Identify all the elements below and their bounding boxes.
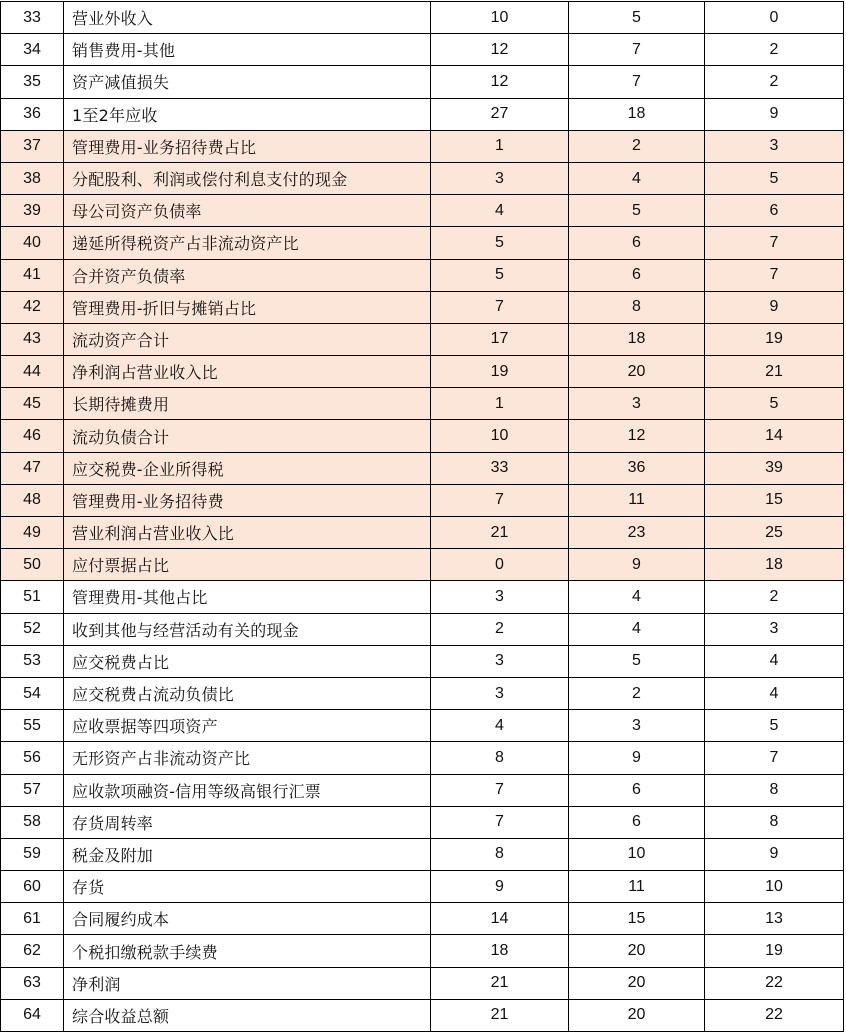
item-name-cell: 管理费用-业务招待费 bbox=[64, 484, 431, 516]
row-number-cell: 49 bbox=[1, 517, 64, 549]
item-name-cell: 长期待摊费用 bbox=[64, 388, 431, 420]
value-cell-3: 13 bbox=[705, 903, 844, 935]
table-row bbox=[1, 806, 844, 838]
table-row bbox=[1, 935, 844, 967]
row-number-cell: 54 bbox=[1, 677, 64, 709]
value-cell-1: 9 bbox=[431, 871, 569, 903]
table-row bbox=[1, 967, 844, 999]
value-cell-1: 7 bbox=[431, 806, 569, 838]
value-cell-3: 5 bbox=[705, 710, 844, 742]
item-name-cell: 存货周转率 bbox=[64, 806, 431, 838]
value-cell-1: 14 bbox=[431, 903, 569, 935]
item-name-cell: 应交税费占比 bbox=[64, 645, 431, 677]
value-cell-1: 10 bbox=[431, 2, 569, 34]
value-cell-1: 19 bbox=[431, 356, 569, 388]
value-cell-3: 2 bbox=[705, 66, 844, 98]
item-name-cell: 分配股利、利润或偿付利息支付的现金 bbox=[64, 162, 431, 194]
value-cell-2: 2 bbox=[569, 130, 705, 162]
item-name-cell: 净利润占营业收入比 bbox=[64, 356, 431, 388]
value-cell-2: 6 bbox=[569, 259, 705, 291]
value-cell-3: 4 bbox=[705, 677, 844, 709]
value-cell-1: 3 bbox=[431, 162, 569, 194]
value-cell-2: 8 bbox=[569, 291, 705, 323]
value-cell-1: 1 bbox=[431, 130, 569, 162]
value-cell-1: 17 bbox=[431, 323, 569, 355]
value-cell-2: 9 bbox=[569, 742, 705, 774]
value-cell-1: 21 bbox=[431, 967, 569, 999]
item-name-cell: 应交税费-企业所得税 bbox=[64, 452, 431, 484]
value-cell-3: 7 bbox=[705, 259, 844, 291]
row-number-cell: 33 bbox=[1, 2, 64, 34]
row-number-cell: 64 bbox=[1, 999, 64, 1031]
item-name-cell: 合并资产负债率 bbox=[64, 259, 431, 291]
item-name-cell: 个税扣缴税款手续费 bbox=[64, 935, 431, 967]
value-cell-1: 3 bbox=[431, 677, 569, 709]
value-cell-3: 25 bbox=[705, 517, 844, 549]
value-cell-3: 4 bbox=[705, 645, 844, 677]
item-name-cell: 应付票据占比 bbox=[64, 549, 431, 581]
row-number-cell: 39 bbox=[1, 195, 64, 227]
table-row bbox=[1, 259, 844, 291]
value-cell-3: 18 bbox=[705, 549, 844, 581]
item-name-cell: 营业利润占营业收入比 bbox=[64, 517, 431, 549]
row-number-cell: 47 bbox=[1, 452, 64, 484]
value-cell-3: 8 bbox=[705, 806, 844, 838]
row-number-cell: 42 bbox=[1, 291, 64, 323]
value-cell-2: 5 bbox=[569, 195, 705, 227]
row-number-cell: 55 bbox=[1, 710, 64, 742]
table-body bbox=[1, 2, 844, 1032]
value-cell-1: 5 bbox=[431, 259, 569, 291]
table-row bbox=[1, 66, 844, 98]
value-cell-2: 6 bbox=[569, 806, 705, 838]
value-cell-1: 33 bbox=[431, 452, 569, 484]
value-cell-2: 36 bbox=[569, 452, 705, 484]
value-cell-2: 6 bbox=[569, 774, 705, 806]
item-name-cell: 流动负债合计 bbox=[64, 420, 431, 452]
value-cell-2: 18 bbox=[569, 98, 705, 130]
table-row bbox=[1, 613, 844, 645]
value-cell-2: 20 bbox=[569, 999, 705, 1031]
value-cell-2: 18 bbox=[569, 323, 705, 355]
table-row bbox=[1, 388, 844, 420]
item-name-cell: 母公司资产负债率 bbox=[64, 195, 431, 227]
value-cell-2: 3 bbox=[569, 710, 705, 742]
value-cell-3: 7 bbox=[705, 227, 844, 259]
row-number-cell: 43 bbox=[1, 323, 64, 355]
value-cell-3: 22 bbox=[705, 999, 844, 1031]
table-row bbox=[1, 195, 844, 227]
row-number-cell: 60 bbox=[1, 871, 64, 903]
item-name-cell: 管理费用-业务招待费占比 bbox=[64, 130, 431, 162]
value-cell-1: 0 bbox=[431, 549, 569, 581]
value-cell-2: 20 bbox=[569, 356, 705, 388]
value-cell-2: 4 bbox=[569, 613, 705, 645]
value-cell-3: 3 bbox=[705, 613, 844, 645]
row-number-cell: 36 bbox=[1, 98, 64, 130]
value-cell-2: 7 bbox=[569, 66, 705, 98]
value-cell-2: 15 bbox=[569, 903, 705, 935]
value-cell-1: 1 bbox=[431, 388, 569, 420]
value-cell-1: 7 bbox=[431, 484, 569, 516]
item-name-cell: 1至2年应收 bbox=[64, 98, 431, 130]
value-cell-3: 6 bbox=[705, 195, 844, 227]
value-cell-2: 11 bbox=[569, 871, 705, 903]
item-name-cell: 综合收益总额 bbox=[64, 999, 431, 1031]
row-number-cell: 41 bbox=[1, 259, 64, 291]
value-cell-3: 5 bbox=[705, 388, 844, 420]
value-cell-1: 4 bbox=[431, 710, 569, 742]
item-name-cell: 营业外收入 bbox=[64, 2, 431, 34]
value-cell-3: 22 bbox=[705, 967, 844, 999]
table-row bbox=[1, 227, 844, 259]
table-row bbox=[1, 291, 844, 323]
row-number-cell: 45 bbox=[1, 388, 64, 420]
value-cell-2: 3 bbox=[569, 388, 705, 420]
row-number-cell: 40 bbox=[1, 227, 64, 259]
value-cell-3: 19 bbox=[705, 935, 844, 967]
item-name-cell: 应交税费占流动负债比 bbox=[64, 677, 431, 709]
table-row bbox=[1, 34, 844, 66]
row-number-cell: 52 bbox=[1, 613, 64, 645]
table-row bbox=[1, 323, 844, 355]
row-number-cell: 34 bbox=[1, 34, 64, 66]
item-name-cell: 管理费用-其他占比 bbox=[64, 581, 431, 613]
value-cell-3: 0 bbox=[705, 2, 844, 34]
table-row bbox=[1, 356, 844, 388]
value-cell-2: 2 bbox=[569, 677, 705, 709]
row-number-cell: 57 bbox=[1, 774, 64, 806]
value-cell-2: 4 bbox=[569, 162, 705, 194]
value-cell-3: 9 bbox=[705, 98, 844, 130]
row-number-cell: 56 bbox=[1, 742, 64, 774]
indicator-table bbox=[0, 1, 844, 1032]
value-cell-2: 5 bbox=[569, 2, 705, 34]
value-cell-3: 9 bbox=[705, 838, 844, 870]
item-name-cell: 合同履约成本 bbox=[64, 903, 431, 935]
value-cell-2: 12 bbox=[569, 420, 705, 452]
table-row bbox=[1, 742, 844, 774]
table-row bbox=[1, 710, 844, 742]
row-number-cell: 37 bbox=[1, 130, 64, 162]
table-row bbox=[1, 677, 844, 709]
value-cell-1: 27 bbox=[431, 98, 569, 130]
value-cell-1: 5 bbox=[431, 227, 569, 259]
value-cell-3: 14 bbox=[705, 420, 844, 452]
table-row bbox=[1, 838, 844, 870]
row-number-cell: 62 bbox=[1, 935, 64, 967]
value-cell-3: 10 bbox=[705, 871, 844, 903]
row-number-cell: 46 bbox=[1, 420, 64, 452]
table-row bbox=[1, 871, 844, 903]
table-row bbox=[1, 774, 844, 806]
item-name-cell: 存货 bbox=[64, 871, 431, 903]
row-number-cell: 38 bbox=[1, 162, 64, 194]
item-name-cell: 应收票据等四项资产 bbox=[64, 710, 431, 742]
value-cell-2: 7 bbox=[569, 34, 705, 66]
row-number-cell: 35 bbox=[1, 66, 64, 98]
value-cell-3: 7 bbox=[705, 742, 844, 774]
item-name-cell: 收到其他与经营活动有关的现金 bbox=[64, 613, 431, 645]
item-name-cell: 无形资产占非流动资产比 bbox=[64, 742, 431, 774]
item-name-cell: 销售费用-其他 bbox=[64, 34, 431, 66]
item-name-cell: 管理费用-折旧与摊销占比 bbox=[64, 291, 431, 323]
value-cell-3: 3 bbox=[705, 130, 844, 162]
value-cell-3: 5 bbox=[705, 162, 844, 194]
value-cell-3: 9 bbox=[705, 291, 844, 323]
table-row bbox=[1, 130, 844, 162]
value-cell-2: 9 bbox=[569, 549, 705, 581]
table-row bbox=[1, 581, 844, 613]
value-cell-2: 23 bbox=[569, 517, 705, 549]
item-name-cell: 流动资产合计 bbox=[64, 323, 431, 355]
row-number-cell: 63 bbox=[1, 967, 64, 999]
table-row bbox=[1, 903, 844, 935]
value-cell-1: 8 bbox=[431, 838, 569, 870]
value-cell-1: 21 bbox=[431, 999, 569, 1031]
value-cell-2: 6 bbox=[569, 227, 705, 259]
value-cell-1: 12 bbox=[431, 66, 569, 98]
value-cell-2: 20 bbox=[569, 935, 705, 967]
value-cell-3: 8 bbox=[705, 774, 844, 806]
value-cell-2: 11 bbox=[569, 484, 705, 516]
table-row bbox=[1, 517, 844, 549]
value-cell-1: 7 bbox=[431, 774, 569, 806]
value-cell-3: 2 bbox=[705, 581, 844, 613]
value-cell-1: 8 bbox=[431, 742, 569, 774]
item-name-cell: 净利润 bbox=[64, 967, 431, 999]
value-cell-2: 20 bbox=[569, 967, 705, 999]
table-row bbox=[1, 452, 844, 484]
value-cell-1: 12 bbox=[431, 34, 569, 66]
row-number-cell: 44 bbox=[1, 356, 64, 388]
table-row bbox=[1, 162, 844, 194]
table-row bbox=[1, 2, 844, 34]
item-name-cell: 资产减值损失 bbox=[64, 66, 431, 98]
item-name-cell: 递延所得税资产占非流动资产比 bbox=[64, 227, 431, 259]
row-number-cell: 48 bbox=[1, 484, 64, 516]
item-name-cell: 税金及附加 bbox=[64, 838, 431, 870]
item-name-cell: 应收款项融资-信用等级高银行汇票 bbox=[64, 774, 431, 806]
table-row bbox=[1, 420, 844, 452]
value-cell-1: 21 bbox=[431, 517, 569, 549]
value-cell-3: 39 bbox=[705, 452, 844, 484]
row-number-cell: 61 bbox=[1, 903, 64, 935]
row-number-cell: 50 bbox=[1, 549, 64, 581]
value-cell-1: 2 bbox=[431, 613, 569, 645]
value-cell-1: 3 bbox=[431, 645, 569, 677]
value-cell-2: 5 bbox=[569, 645, 705, 677]
value-cell-1: 3 bbox=[431, 581, 569, 613]
value-cell-3: 19 bbox=[705, 323, 844, 355]
value-cell-3: 15 bbox=[705, 484, 844, 516]
row-number-cell: 51 bbox=[1, 581, 64, 613]
value-cell-3: 2 bbox=[705, 34, 844, 66]
row-number-cell: 53 bbox=[1, 645, 64, 677]
value-cell-1: 10 bbox=[431, 420, 569, 452]
value-cell-3: 21 bbox=[705, 356, 844, 388]
table-row bbox=[1, 645, 844, 677]
table-row bbox=[1, 98, 844, 130]
value-cell-1: 18 bbox=[431, 935, 569, 967]
value-cell-2: 4 bbox=[569, 581, 705, 613]
table-row bbox=[1, 999, 844, 1031]
value-cell-2: 10 bbox=[569, 838, 705, 870]
row-number-cell: 59 bbox=[1, 838, 64, 870]
value-cell-1: 7 bbox=[431, 291, 569, 323]
table-row bbox=[1, 484, 844, 516]
table-row bbox=[1, 549, 844, 581]
value-cell-1: 4 bbox=[431, 195, 569, 227]
row-number-cell: 58 bbox=[1, 806, 64, 838]
